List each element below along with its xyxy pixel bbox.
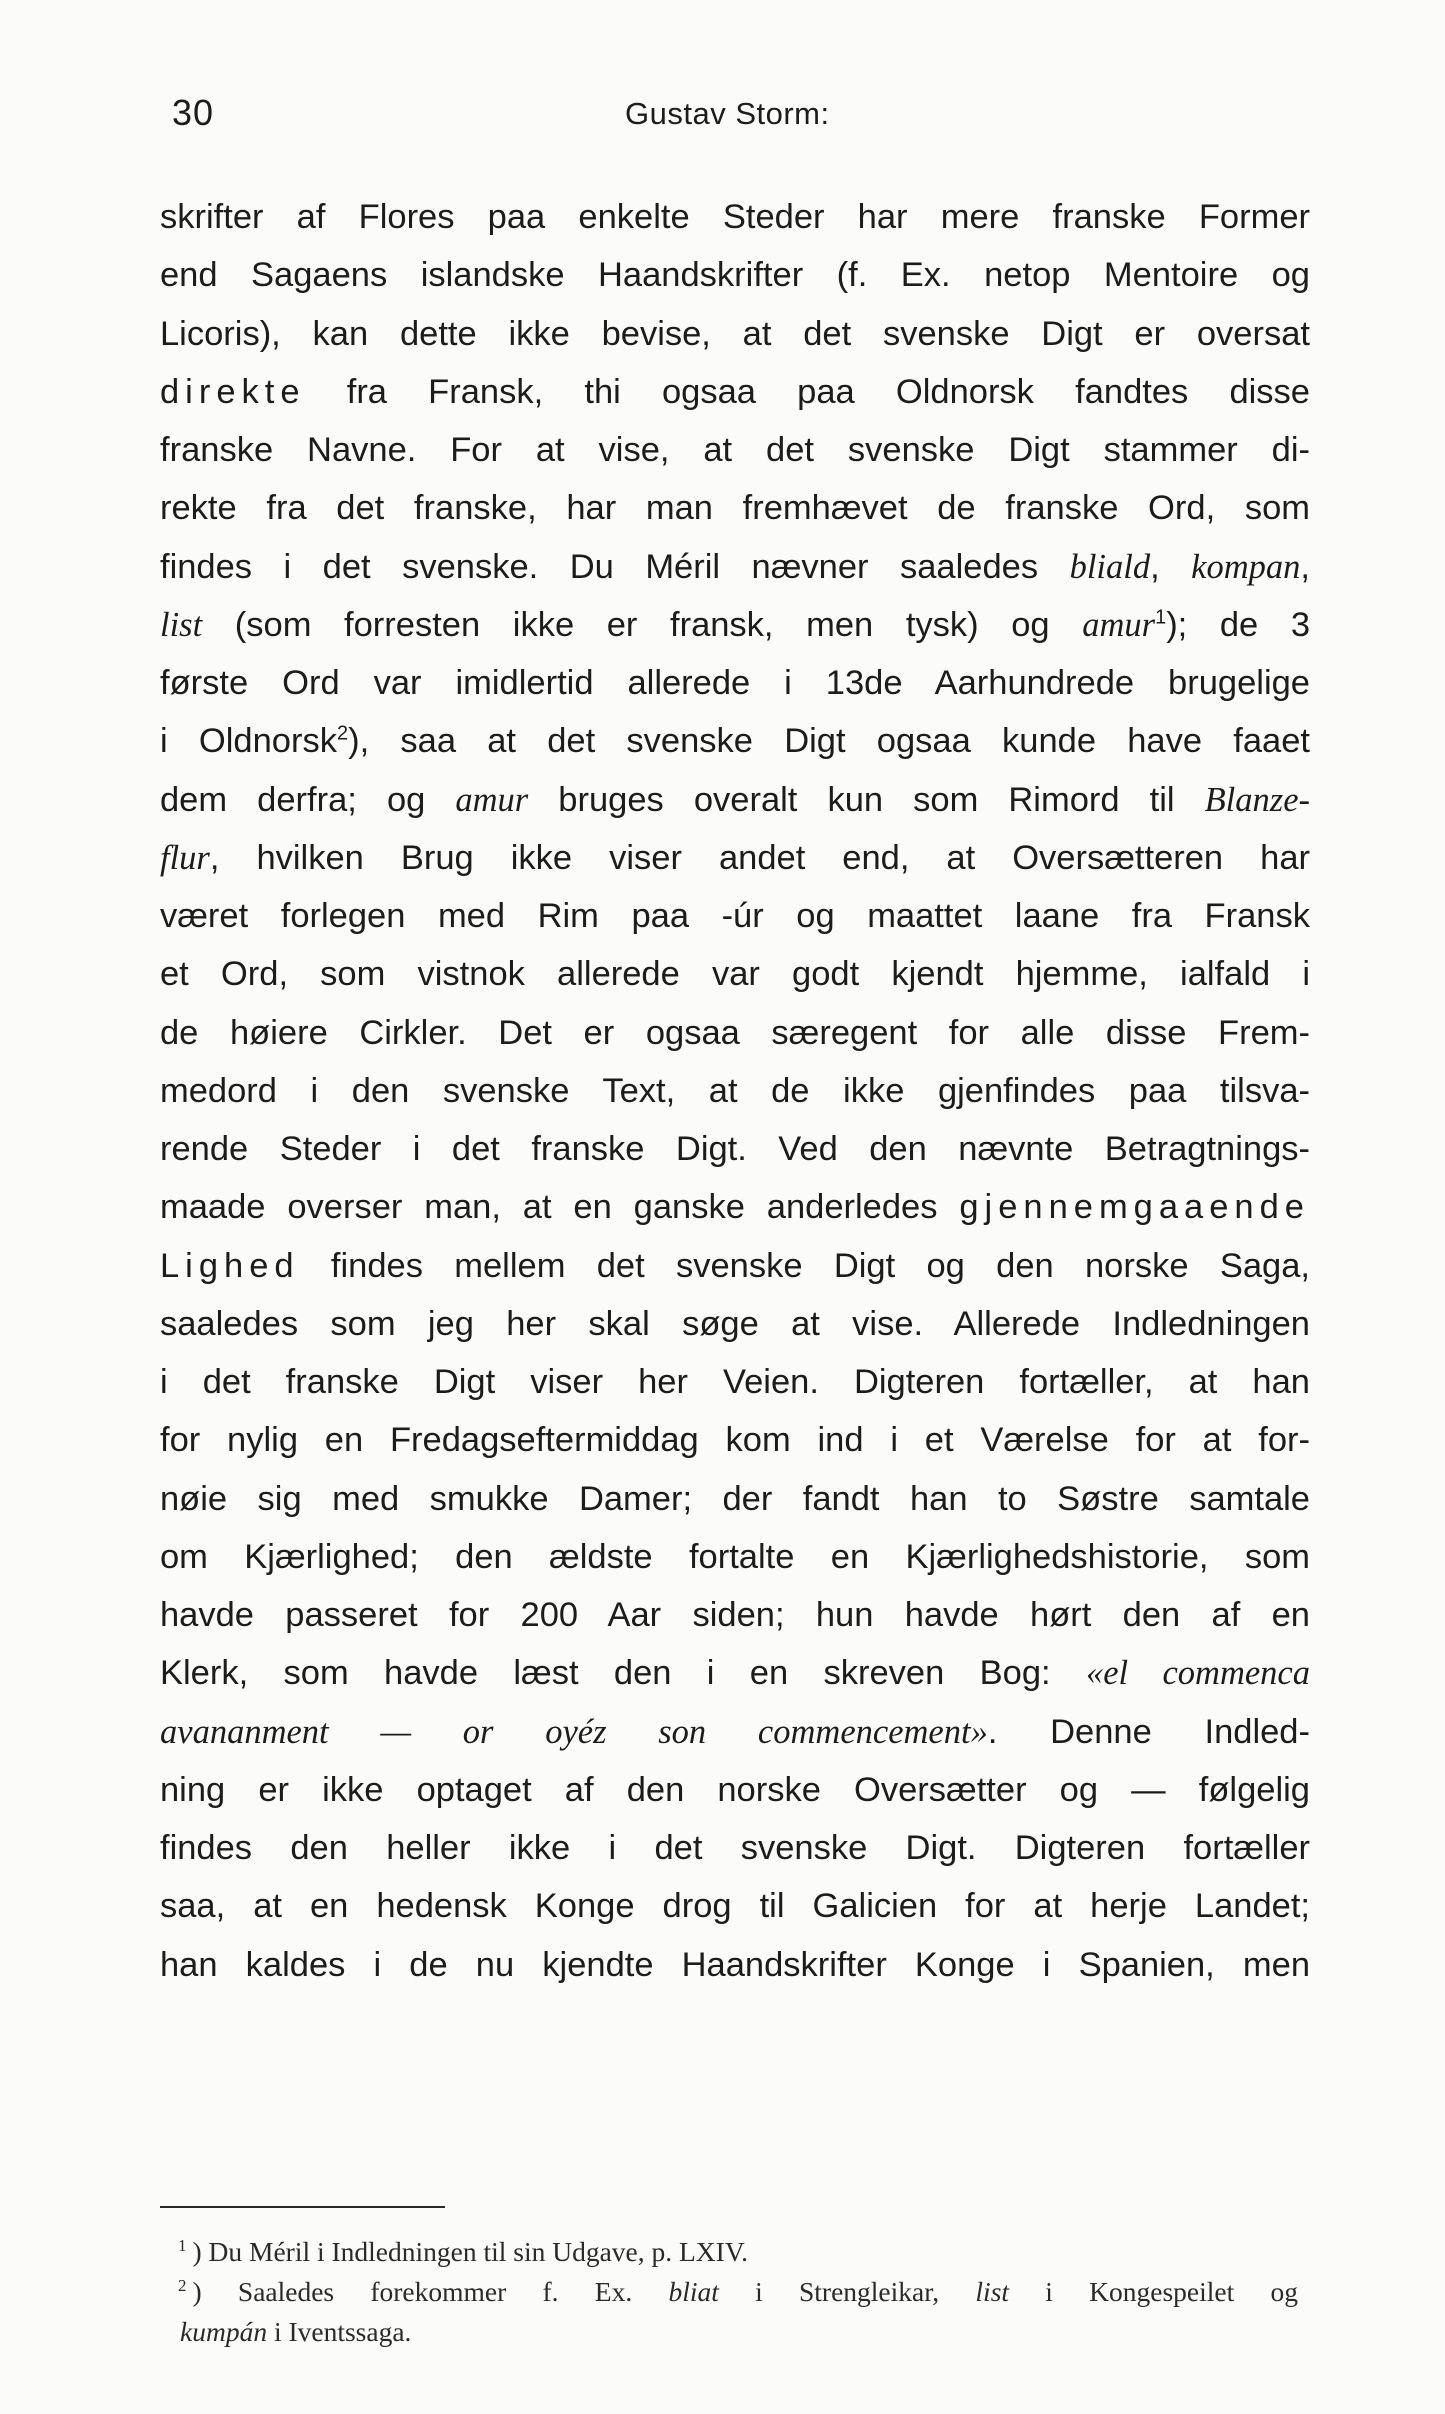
- text-line: i Oldnorsk$^2$), saa at det svenske Digt ogsaa kunde have faaet: [160, 722, 1310, 761]
- text-line: avananment — or oyéz son commencement». Denne Indled-: [160, 1712, 1310, 1751]
- text-line: første Ord var imidlertid allerede i 13de Aarhundrede brugelige: [160, 664, 1310, 702]
- text-line: direkte fra Fransk, thi ogsaa paa Oldnorsk fandtes disse: [160, 372, 1310, 411]
- text-line: Lighed findes mellem det svenske Digt og den norske Saga,: [160, 1246, 1310, 1285]
- text-line: han kaldes i de nu kjendte Haandskrifter Konge i Spanien, men: [160, 1945, 1310, 1984]
- footnote-mark: 1: [178, 2235, 187, 2255]
- text-line: Licoris), kan dette ikke bevise, at det svenske Digt er oversat: [160, 314, 1310, 353]
- text-line: findes i det svenske. Du Méril nævner saaledes bliald, kompan,: [160, 547, 1310, 586]
- text-line: saa, at en hedensk Konge drog til Galicien for at herje Landet;: [160, 1887, 1310, 1926]
- italic-term: list: [160, 605, 203, 644]
- footnote-ref: 2: [336, 722, 349, 745]
- footnote: $^1$ ) Du Méril i Indledningen til sin Udgave, p. LXIV.: [178, 2235, 749, 2267]
- text-line: for nylig en Fredagseftermiddag kom ind i et Værelse for at for-: [160, 1421, 1310, 1460]
- text-line: havde passeret for 200 Aar siden; hun havde hørt den af en: [160, 1596, 1310, 1634]
- text-line: om Kjærlighed; den ældste fortalte en Kjærlighedshistorie, som: [160, 1537, 1310, 1576]
- text-line: rende Steder i det franske Digt. Ved den nævnte Betragtnings-: [160, 1130, 1310, 1168]
- italic-quote: «el commenca: [1085, 1654, 1310, 1693]
- body-text: [160, 188, 1310, 1994]
- text-line: findes den heller ikke i det svenske Digt. Digteren fortæller: [160, 1829, 1310, 1867]
- italic-term: flur: [160, 838, 210, 877]
- text-line: et Ord, som vistnok allerede var godt kjendt hjemme, ialfald i: [160, 955, 1310, 994]
- italic-term: kompan: [1191, 547, 1301, 586]
- italic-term: amur: [1082, 605, 1156, 644]
- text-line: rekte fra det franske, har man fremhævet de franske Ord, som: [160, 489, 1310, 528]
- page-number: 30: [172, 92, 215, 133]
- footnote-continuation: kumpán i Iventssaga.: [180, 2316, 412, 2347]
- text-line: medord i den svenske Text, at de ikke gjenfindes paa tilsva-: [160, 1071, 1310, 1110]
- text-line: dem derfra; og amur bruges overalt kun som Rimord til Blanze-: [160, 780, 1310, 819]
- italic-term: Blanze-: [1204, 780, 1310, 819]
- text-line: saaledes som jeg her skal søge at vise. Allerede Indledningen: [160, 1304, 1310, 1343]
- italic-term: amur: [455, 780, 529, 819]
- text-line: været forlegen med Rim paa -úr og maattet laane fra Fransk: [160, 897, 1310, 935]
- running-head: Gustav Storm:: [625, 96, 830, 131]
- spaced-emphasis: gjennemgaaende: [959, 1188, 1310, 1227]
- text-line: de høiere Cirkler. Det er ogsaa særegent for alle disse Frem-: [160, 1013, 1310, 1052]
- page-header: [160, 92, 1310, 142]
- spaced-emphasis: direkte: [160, 372, 306, 411]
- text-line: franske Navne. For at vise, at det svenske Digt stammer di-: [160, 431, 1310, 469]
- text-line: ning er ikke optaget af den norske Oversætter og — følgelig: [160, 1770, 1310, 1809]
- text-line: i det franske Digt viser her Veien. Digteren fortæller, at han: [160, 1363, 1310, 1401]
- text-line: maade overser man, at en ganske anderledes gjennemgaaende: [160, 1188, 1310, 1227]
- footnote-divider: [160, 2206, 445, 2208]
- text-line: end Sagaens islandske Haandskrifter (f. Ex. netop Mentoire og: [160, 256, 1310, 295]
- text-line: flur, hvilken Brug ikke viser andet end, at Oversætteren har: [160, 838, 1310, 877]
- italic-term: bliald: [1069, 547, 1151, 586]
- italic-quote: avananment — or oyéz son commencement»: [160, 1712, 988, 1751]
- footnote-ref: 1: [1155, 606, 1167, 629]
- spaced-emphasis: Lighed: [160, 1246, 300, 1285]
- text-line: nøie sig med smukke Damer; der fandt han to Søstre samtale: [160, 1479, 1310, 1518]
- footnotes: [178, 2232, 1308, 2352]
- footnote-mark: 2: [178, 2275, 187, 2295]
- text-line: skrifter af Flores paa enkelte Steder har mere franske Former: [160, 198, 1310, 236]
- text-line: list (som forresten ikke er fransk, men tysk) og amur$^1$); de 3: [160, 605, 1310, 644]
- footnote: $^2$ ) Saaledes forekommer f. Ex. bliat i Strengleikar, list i Kongespeilet og: [178, 2275, 1299, 2307]
- text-line: Klerk, som havde læst den i en skreven Bog: «el commenca: [160, 1654, 1310, 1693]
